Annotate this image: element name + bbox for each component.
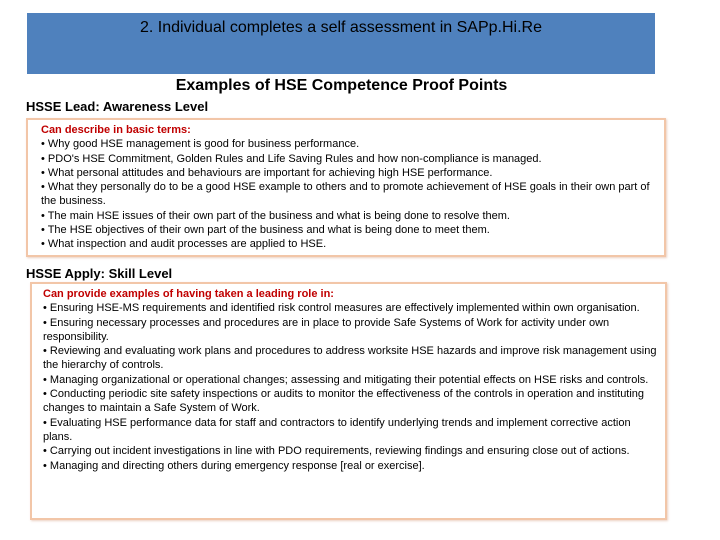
list-item: • Managing and directing others during emergency response [real or exercise]. (43, 459, 425, 472)
banner-title: 2. Individual completes a self assessment in SAPp.Hi.Re (140, 19, 542, 36)
awareness-list (41, 137, 658, 251)
awareness-intro: Can describe in basic terms: (41, 124, 191, 136)
list-item: • What inspection and audit processes are applied to HSE. (41, 238, 327, 251)
skill-intro: Can provide examples of having taken a leading role in: (43, 288, 334, 300)
list-item: • Conducting periodic site safety inspections or audits to monitor the effectiveness of the controls in operation and instituting changes to maintain a Safe System of Work. (43, 388, 645, 415)
list-item: • Reviewing and evaluating work plans and procedures to address worksite HSE hazards and improve risk management using the hierarchy of controls. (43, 345, 657, 372)
skill-level-heading: HSSE Apply: Skill Level (26, 266, 173, 281)
list-item: • PDO's HSE Commitment, Golden Rules and Life Saving Rules and how non-compliance is managed. (41, 152, 542, 165)
list-item: • Carrying out incident investigations in line with PDO requirements, reviewing findings and ensuring close out of actions. (43, 445, 630, 458)
list-item: • Ensuring necessary processes and procedures are in place to provide Safe Systems of Work for activity under own responsibility. (43, 316, 610, 343)
section-title: Examples of HSE Competence Proof Points (175, 77, 508, 94)
list-item: • Evaluating HSE performance data for staff and contractors to identify underlying trends and implement corrective action plans. (43, 416, 631, 443)
awareness-proof-points-box (26, 118, 666, 257)
title-banner (27, 13, 655, 74)
skill-list (43, 301, 659, 473)
list-item: • Why good HSE management is good for business performance. (41, 138, 360, 151)
skill-proof-points-box (30, 282, 667, 520)
list-item: • The main HSE issues of their own part of the business and what is being done to resolve them. (41, 209, 510, 222)
list-item: • Managing organizational or operational changes; assessing and mitigating their potential effects on HSE risks and controls. (43, 373, 649, 386)
list-item: • Ensuring HSE-MS requirements and identified risk control measures are effectively implemented within own organisation. (43, 302, 640, 315)
list-item: • What personal attitudes and behaviours are important for achieving high HSE performance. (41, 166, 493, 179)
awareness-level-heading: HSSE Lead: Awareness Level (26, 99, 209, 114)
list-item: • What they personally do to be a good HSE example to others and to promote achievement of HSE goals in their own part of the business. (41, 181, 650, 208)
list-item: • The HSE objectives of their own part of the business and what is being done to meet them. (41, 224, 490, 237)
